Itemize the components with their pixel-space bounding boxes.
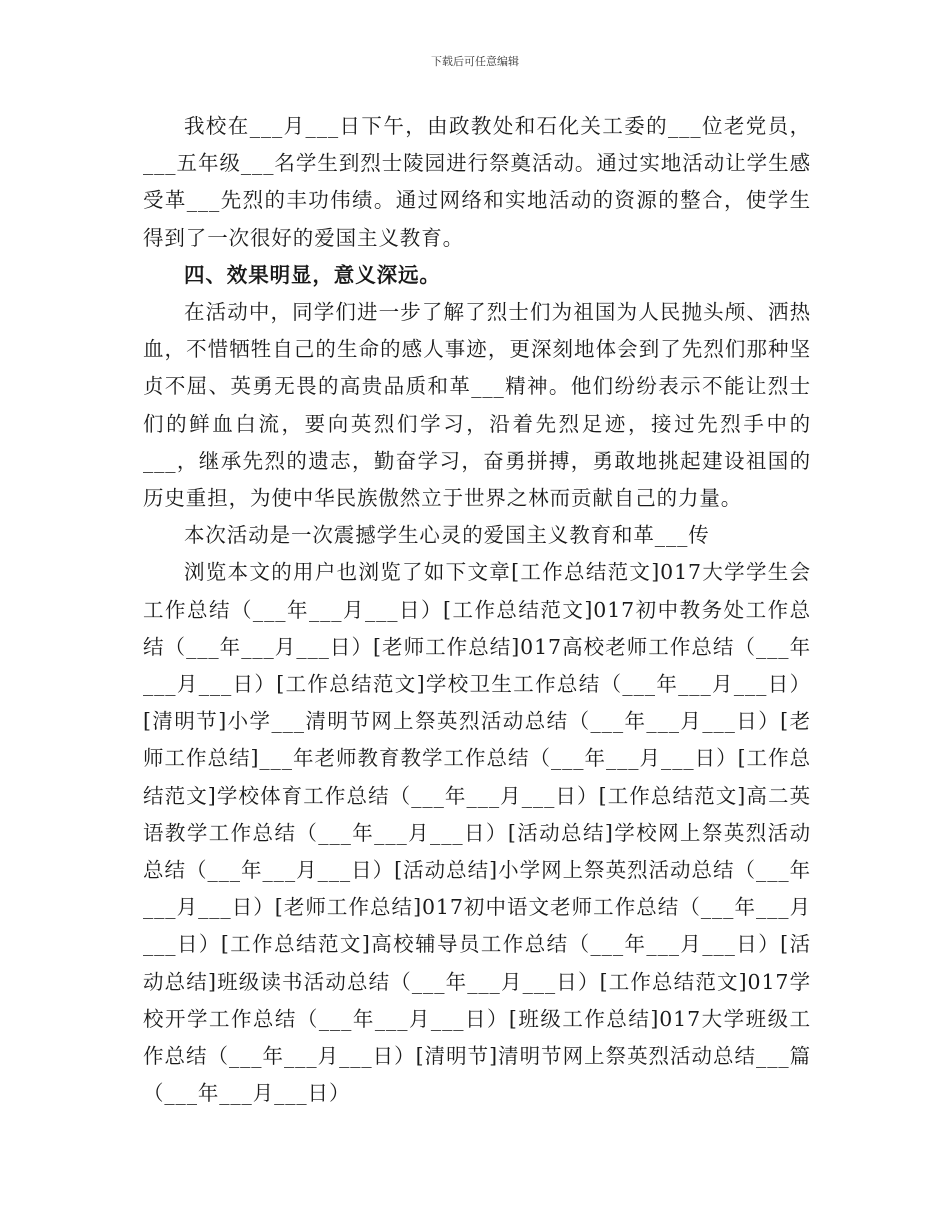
section-heading: 四、效果明显，意义深远。 <box>184 262 441 287</box>
page-header: 下载后可任意编辑 <box>431 55 519 68</box>
paragraph-effect: 在活动中，同学们进一步了解了烈士们为祖国为人民抛头颅、洒热血，不惜牺牲自己的生命的感人事迹，更深刻地体会到了先烈们那种坚贞不屈、英勇无畏的高贵品质和革___精神。他们纷纷表示不能让烈士们的鲜血白流，要向英烈们学习，沿着先烈足迹，接过先烈手中的___，继承先烈的遗志，勤奋学习，奋勇拼搏，勇敢地挑起建设祖国的历史重担，为使中华民族傲然立于世界之林而贡献自己的力量。 <box>143 300 811 511</box>
paragraph-activity: 我校在___月___日下午，由政教处和石化关工委的___位老党员，___五年级___名学生到烈士陵园进行祭奠活动。通过实地活动让学生感受革___先烈的丰功伟绩。通过网络和实地活动的资源的整合，使学生得到了一次很好的爱国主义教育。 <box>143 114 811 250</box>
paragraph-related-articles: 浏览本文的用户也浏览了如下文章[工作总结范文]017大学学生会工作总结（___年___月___日）[工作总结范文]017初中教务处工作总结（___年___月___日）[老师工作总结]017高校老师工作总结（___年___月___日）[工作总结范文]学校卫生工作总结（___年___月___日）[清明节]小学___清明节网上祭英烈活动总结（___年___月___日）[老师工作总结]___年老师教育教学工作总结（___年___月___日）[工作总结范文]学校体育工作总结（___年___月___日）[工作总结范文]高二英语教学工作总结（___年___月___日）[活动总结]学校网上祭英烈活动总结（___年___月___日）[活动总结]小学网上祭英烈活动总结（___年___月___日）[老师工作总结]017初中语文老师工作总结（___年___月___日）[工作总结范文]高校辅导员工作总结（___年___月___日）[活动总结]班级读书活动总结（___年___月___日）[工作总结范文]017学校开学工作总结（___年___月___日）[班级工作总结]017大学班级工作总结（___年___月___日）[清明节]清明节网上祭英烈活动总结___篇（___年___月___日） <box>143 560 811 1106</box>
paragraph-summary: 本次活动是一次震撼学生心灵的爱国主义教育和革___传 <box>184 523 710 548</box>
document-body <box>143 108 811 1112</box>
